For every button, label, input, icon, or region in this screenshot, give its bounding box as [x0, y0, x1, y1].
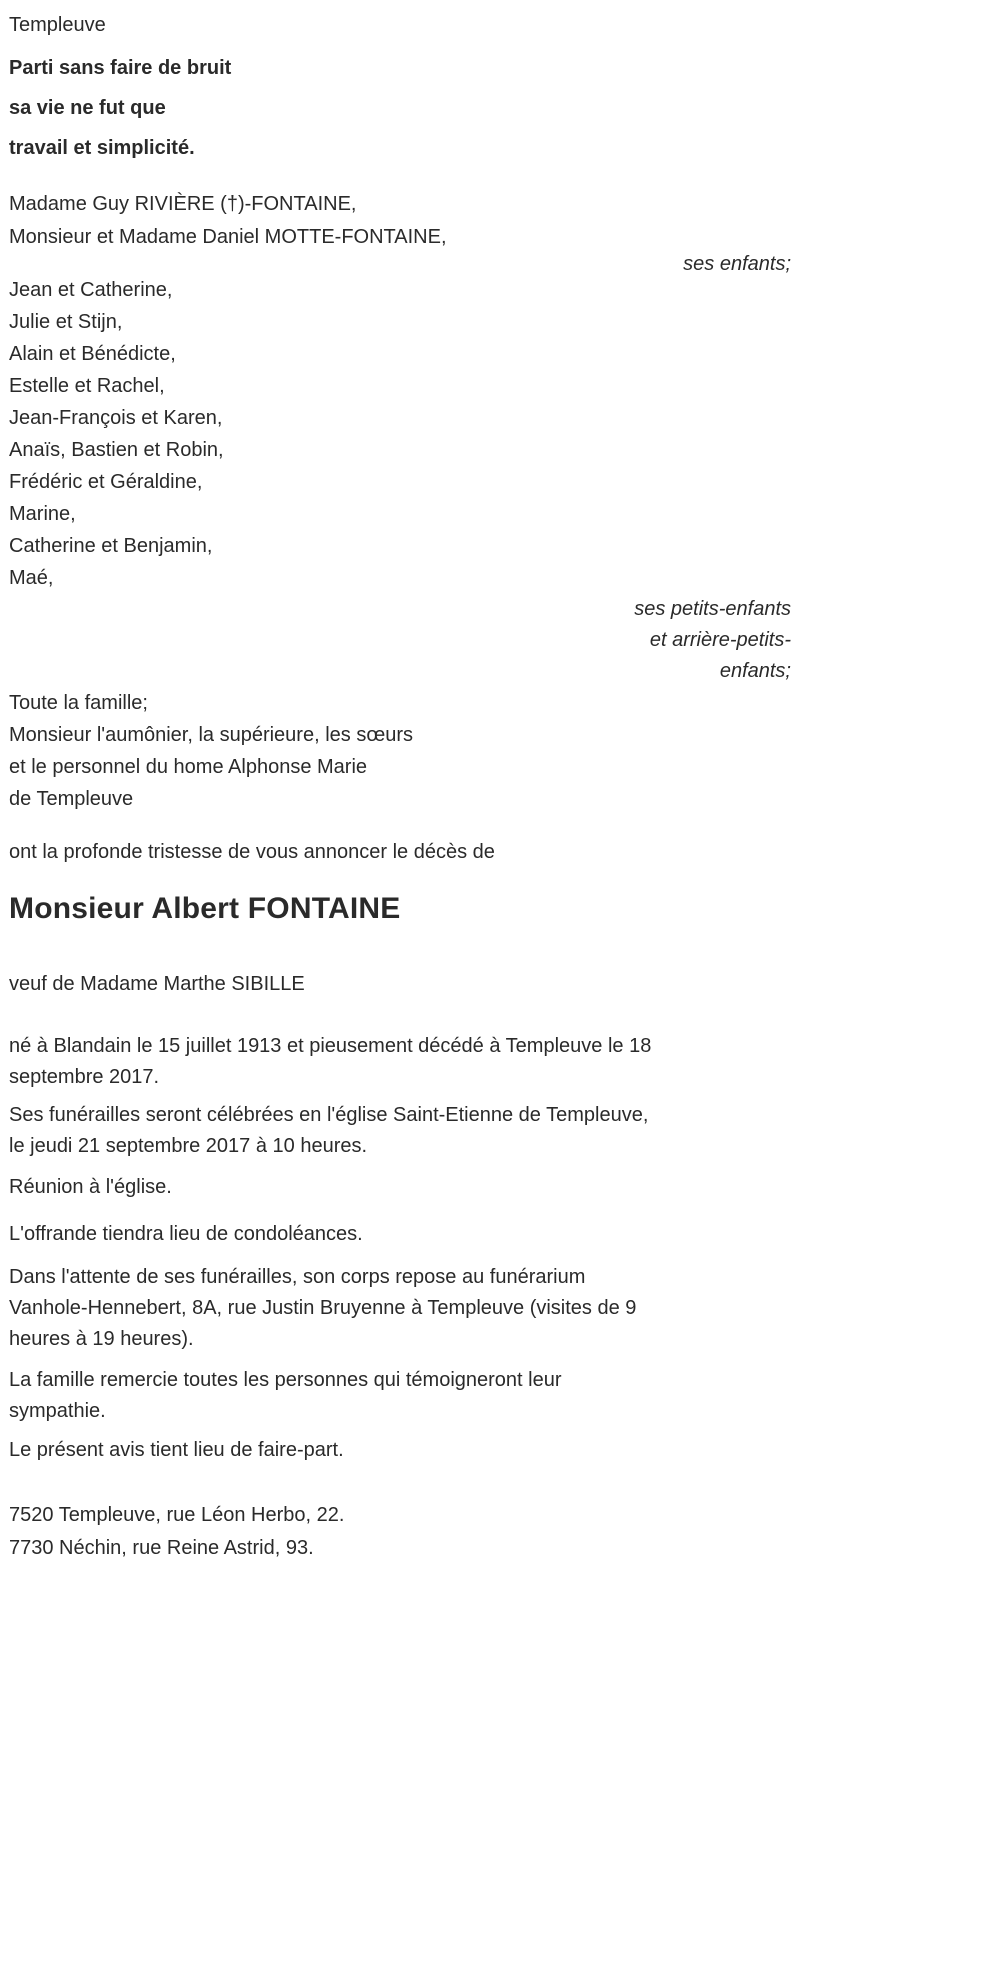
paragraph-faire-part: [9, 1435, 791, 1466]
paragraph-line: Ses funérailles seront célébrées en l'église Saint-Etienne de Templeuve,: [9, 1104, 649, 1126]
death-announcement-document: [0, 10, 791, 1565]
address-line: 7520 Templeuve, rue Léon Herbo, 22.: [9, 1504, 345, 1526]
announcement-line: ont la profonde tristesse de vous annoncer le décès de: [9, 841, 495, 863]
addresses-block: [9, 1499, 791, 1565]
grandchild-line: Marine,: [9, 503, 76, 525]
grandchild-line: Jean et Catherine,: [9, 279, 173, 301]
paragraph-funeral: [9, 1100, 791, 1162]
deceased-name-heading: Monsieur Albert FONTAINE: [9, 892, 401, 925]
paragraph-line: heures à 19 heures).: [9, 1328, 194, 1350]
epigraph-line: sa vie ne fut que: [9, 97, 166, 119]
paragraph-line: La famille remercie toutes les personnes qui témoigneront leur: [9, 1369, 562, 1391]
paragraph-offrande: [9, 1219, 791, 1250]
place-line: Templeuve: [9, 14, 106, 36]
relation-label-children: ses enfants;: [683, 253, 791, 275]
paragraph-line: Réunion à l'église.: [9, 1176, 172, 1198]
epigraph-line: Parti sans faire de bruit: [9, 57, 232, 79]
paragraph-line: septembre 2017.: [9, 1066, 160, 1088]
mourner-line: Madame Guy RIVIÈRE (†)-FONTAINE,: [9, 193, 357, 215]
grandchild-line: Julie et Stijn,: [9, 311, 123, 333]
paragraph-line: Dans l'attente de ses funérailles, son corps repose au funérarium: [9, 1266, 586, 1288]
epigraph-line: travail et simplicité.: [9, 137, 195, 159]
mourner-line: Monsieur et Madame Daniel MOTTE-FONTAINE,: [9, 226, 447, 248]
paragraph-birth-death: [9, 1031, 791, 1093]
grandchild-line: Frédéric et Géraldine,: [9, 471, 203, 493]
epigraph: [9, 48, 791, 168]
mourner-line: Toute la famille;: [9, 692, 148, 714]
other-mourners-block: [9, 687, 791, 815]
grandchild-line: Alain et Bénédicte,: [9, 343, 176, 365]
grandchild-line: Jean-François et Karen,: [9, 407, 223, 429]
grandchildren-list: [9, 274, 791, 594]
address-line: 7730 Néchin, rue Reine Astrid, 93.: [9, 1537, 314, 1559]
marital-status-line: veuf de Madame Marthe SIBILLE: [9, 973, 305, 995]
paragraph-reunion: [9, 1172, 791, 1203]
grandchild-line: Anaïs, Bastien et Robin,: [9, 439, 224, 461]
paragraph-line: Vanhole-Hennebert, 8A, rue Justin Bruyenne à Templeuve (visites de 9: [9, 1297, 637, 1319]
relation-label-line: enfants;: [719, 660, 791, 682]
paragraph-line: né à Blandain le 15 juillet 1913 et pieusement décédé à Templeuve le 18: [9, 1035, 652, 1057]
relation-label-grandchildren: [9, 594, 791, 687]
mourner-line: de Templeuve: [9, 788, 134, 810]
paragraph-line: L'offrande tiendra lieu de condoléances.: [9, 1223, 363, 1245]
paragraph-funerarium: [9, 1262, 791, 1355]
grandchild-line: Estelle et Rachel,: [9, 375, 165, 397]
children-mourners-block: [9, 188, 791, 254]
grandchild-line: Maé,: [9, 567, 54, 589]
paragraph-line: le jeudi 21 septembre 2017 à 10 heures.: [9, 1135, 368, 1157]
relation-label-line: et arrière-petits-: [649, 629, 791, 651]
mourner-line: Monsieur l'aumônier, la supérieure, les sœurs: [9, 724, 413, 746]
paragraph-remerciements: [9, 1365, 791, 1427]
relation-label-line: ses petits-enfants: [634, 598, 791, 620]
paragraph-line: sympathie.: [9, 1400, 106, 1422]
grandchild-line: Catherine et Benjamin,: [9, 535, 213, 557]
paragraph-line: Le présent avis tient lieu de faire-part.: [9, 1439, 344, 1461]
mourner-line: et le personnel du home Alphonse Marie: [9, 756, 368, 778]
